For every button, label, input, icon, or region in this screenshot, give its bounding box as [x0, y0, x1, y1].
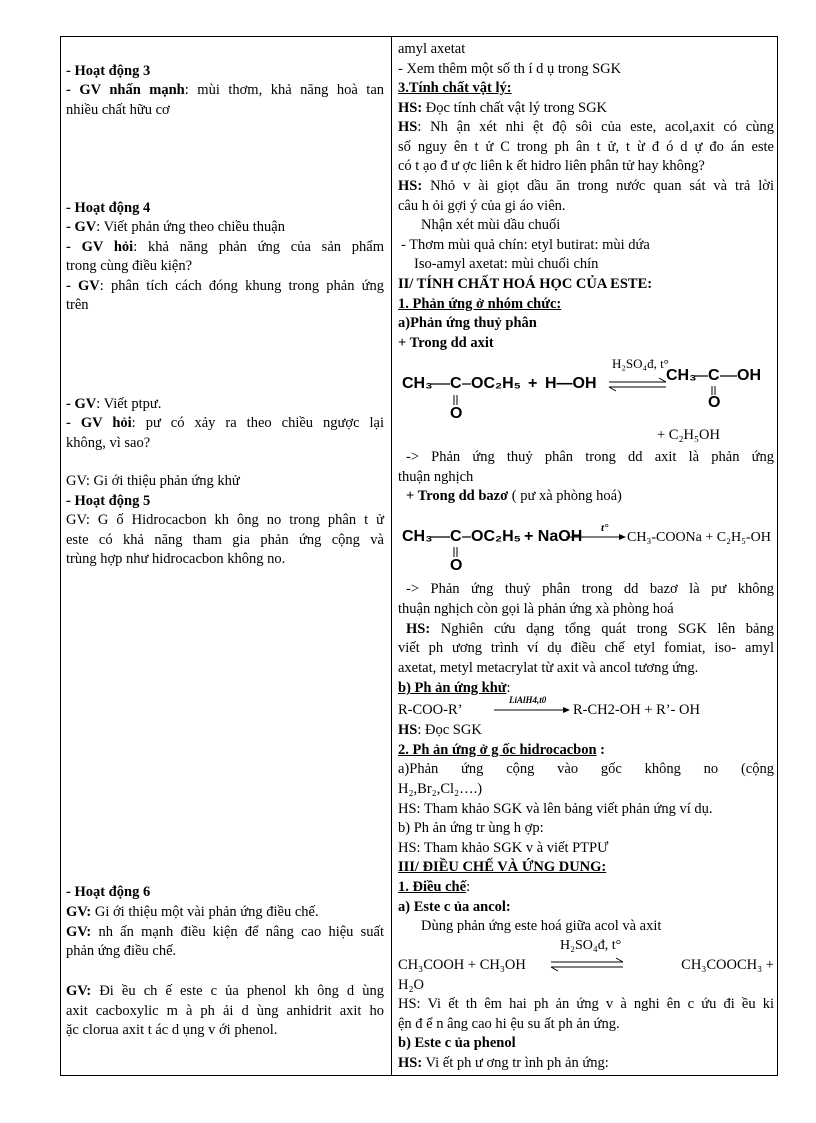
acid-environment: + Trong dd axit: [398, 335, 494, 351]
activity-3-title: - Hoạt động 3: [66, 63, 151, 79]
eq4-product: CH₃COOCH₃ +: [681, 957, 774, 973]
hs-read-physical: HS: Đọc tính chất vật lý trong SGK: [398, 100, 608, 116]
eq2-oxygen: O: [450, 557, 463, 574]
activity-4-line2-cont: trong cùng điều kiện?: [66, 258, 193, 274]
hs-compare-boiling-3: có t ạo đ ư ợc liên k ết hidro liên phân tử hay không?: [398, 158, 705, 174]
eq1-ch3: CH₃: [402, 375, 433, 392]
eq4-reactants: CH₃COOH + CH₃OH: [398, 957, 526, 973]
text-amyl-axetat: amyl axetat: [398, 41, 466, 57]
activity-4-line2: - GV hỏi: khả năng phản ứng của sản phẩm: [66, 239, 384, 255]
activity-5-line3: trùng hợp như hidrocacbon không no.: [66, 551, 286, 567]
gv-write-equation: - GV: Viết ptpư.: [66, 396, 162, 412]
activity-6-line3-cont2: ặc clorua axit t ác d ụng v ới phenol.: [66, 1022, 278, 1038]
eq1-product-oh: OH: [737, 367, 761, 384]
hs-compare-boiling: HS: Nh ận xét nhi ệt độ sôi của este, acol,axit có cùng: [398, 119, 774, 135]
section-preparation: III/ ĐIỀU CHẾ VÀ ỨNG DUNG:: [398, 859, 607, 875]
hs-observe-2: câu h ỏi gợi ý của gi áo viên.: [398, 198, 566, 214]
sub-alcohol-esters: a) Este c ủa ancol:: [398, 899, 511, 915]
lesson-table: [60, 36, 778, 1076]
activity-6-line2-cont: phản ứng điều chế.: [66, 943, 177, 959]
eq2-products: CH₃-COONa + C₂H₅-OH: [627, 530, 771, 545]
acid-hydrolysis-note: -> Phản ứng thuỷ phân trong dd axit là phản ứng: [406, 449, 774, 465]
activity-4-line3: - GV: phân tích cách đóng khung trong phản ứng: [66, 278, 384, 294]
gv-reduction-intro: GV: Gi ới thiệu phản ứng khử: [66, 473, 240, 489]
sub-polymerization: b) Ph ản ứng tr ùng h ợp:: [398, 820, 544, 836]
eq1-product-ch3: CH₃: [666, 367, 697, 384]
activity-5-line1: GV: G ố Hidrocacbon kh ông no trong phân t ử: [66, 512, 384, 528]
hs-write-equation: HS: Vi ết ph ư ơng tr ình ph ản ứng:: [398, 1055, 609, 1071]
eq1-product-oxygen: O: [708, 394, 721, 411]
eq1-product-carbon: C: [708, 367, 720, 384]
activity-3-text-cont: nhiều chất hữu cơ: [66, 102, 170, 118]
eq1-plus: +: [528, 375, 538, 392]
observation-3: Iso-amyl axetat: mùi chuối chín: [414, 256, 599, 272]
text-see-more: - Xem thêm một số th í d ụ trong SGK: [398, 61, 622, 77]
activity-6-line3: GV: Đi ều ch ế este c ủa phenol kh ông d ùng: [66, 983, 384, 999]
activity-5-line2: este có khả năng tham gia phản ứng cộng và: [66, 532, 384, 548]
eq1-oc2h5: OC₂H₅: [471, 375, 521, 392]
hs-compare-boiling-2: số nguy ên t ử C trong ph ân t ử, t ừ đ ó d ự đo án este: [398, 139, 774, 155]
sub-hydrolysis: a)Phản ứng thuỷ phân: [398, 315, 537, 331]
sub-hydrocarbon-radical: 2. Ph ản ứng ở g ốc hidrocacbon :: [398, 742, 606, 758]
eq1-ethanol: + C₂H₅OH: [657, 427, 720, 443]
eq2-ch3: CH₃: [402, 528, 433, 545]
eq4-catalyst: H₂SO₄đ, t°: [560, 938, 622, 953]
eq2-heat: t°: [601, 522, 609, 534]
eq4-water: H₂O: [398, 977, 424, 993]
base-hydrolysis-note-2: thuận nghịch còn gọi là phản ứng xà phòng hoá: [398, 601, 674, 617]
eq3-products: R-CH2-OH + R’- OH: [573, 702, 700, 718]
activity-5-title: - Hoạt động 5: [66, 493, 151, 509]
sub-functional-group: 1. Phản ứng ở nhóm chức:: [398, 296, 562, 312]
hs-write-more-2: ện đ ể n âng cao hi ệu su ất ph ản ứng.: [398, 1016, 620, 1032]
eq1-carbon: C: [450, 375, 462, 392]
activity-6-line1: GV: Gi ới thiệu một vài phản ứng điều chế.: [66, 904, 319, 920]
hs-research: HS: Nghiên cứu dạng tổng quát trong SGK lên bảng: [406, 621, 774, 637]
sub-reduction: b) Ph ản ứng khử:: [398, 680, 511, 696]
esterification-text: Dùng phản ứng este hoá giữa acol và axit: [421, 918, 662, 934]
observation-2: - Thơm mùi quả chín: etyl butirat: mùi dứa: [401, 237, 650, 253]
activity-6-line3-cont: axit cacboxylic m à ph ải d ùng anhidrit axit ho: [66, 1003, 384, 1019]
eq3-catalyst: LiAlH4,t0: [509, 695, 547, 705]
eq1-water: H—OH: [545, 375, 597, 392]
eq2-naoh: + NaOH: [524, 528, 583, 545]
hs-write-more: HS: Vi ết th êm hai ph ản ứng v à nghi ên c ứu đi ều ki: [398, 996, 774, 1012]
sub-addition-2: H₂,Br₂,Cl₂….): [398, 781, 483, 797]
base-hydrolysis-note: -> Phản ứng thuỷ phân trong dd bazơ là pư không: [406, 581, 774, 597]
acid-hydrolysis-note-2: thuận nghịch: [398, 469, 474, 485]
activity-4-line3-cont: trên: [66, 297, 89, 313]
hs-addition-example: HS: Tham khảo SGK và lên bảng viết phản ứng ví dụ.: [398, 801, 713, 817]
hs-research-3: axetat, metyl metacrylat từ axit và ancol tương ứng.: [398, 660, 699, 676]
hs-polymerization: HS: Tham khảo SGK v à viết PTPƯ: [398, 840, 609, 856]
eq3-reactant: R-COO-R’: [398, 702, 463, 718]
section-chemical-props: II/ TÍNH CHẤT HOÁ HỌC CỦA ESTE:: [398, 276, 653, 292]
eq2-carbon: C: [450, 528, 462, 545]
sub-preparation: 1. Điều chế:: [398, 879, 471, 895]
base-environment: + Trong dd bazơ ( pư xà phòng hoá): [406, 488, 622, 504]
eq1-oxygen: O: [450, 405, 463, 422]
observation-1: Nhận xét mùi dầu chuối: [421, 217, 561, 233]
activity-6-line2: GV: nh ấn mạnh điều kiện để nâng cao hiệu suất: [66, 924, 384, 940]
hs-read-sgk: HS: Đọc SGK: [398, 722, 482, 738]
section-physical-props: 3.Tính chất vật lý:: [398, 80, 512, 96]
activity-3-text: - GV nhấn mạnh: mùi thơm, khả năng hoà tan: [66, 82, 384, 98]
sub-addition: a)Phản ứng cộng vào gốc không no (cộng: [398, 761, 774, 777]
gv-question-cont: không, vì sao?: [66, 435, 151, 451]
hs-research-2: viết ph ương trình ví dụ điều chế etyl fomiat, iso- amyl: [398, 640, 774, 656]
eq2-oc2h5: OC₂H₅: [471, 528, 521, 545]
eq1-catalyst: H₂SO₄đ, t°: [612, 356, 669, 371]
hs-observe: HS: Nhỏ v ài giọt dầu ăn trong nước quan sát và trả lời: [398, 178, 774, 194]
gv-question: - GV hỏi: pư có xảy ra theo chiều ngược lại: [66, 415, 385, 431]
sub-phenol-esters: b) Este c ủa phenol: [398, 1035, 516, 1051]
activity-6-title: - Hoạt động 6: [66, 884, 151, 900]
activity-4-line1: - GV: Viết phản ứng theo chiều thuận: [66, 219, 285, 235]
activity-4-title: - Hoạt động 4: [66, 200, 151, 216]
